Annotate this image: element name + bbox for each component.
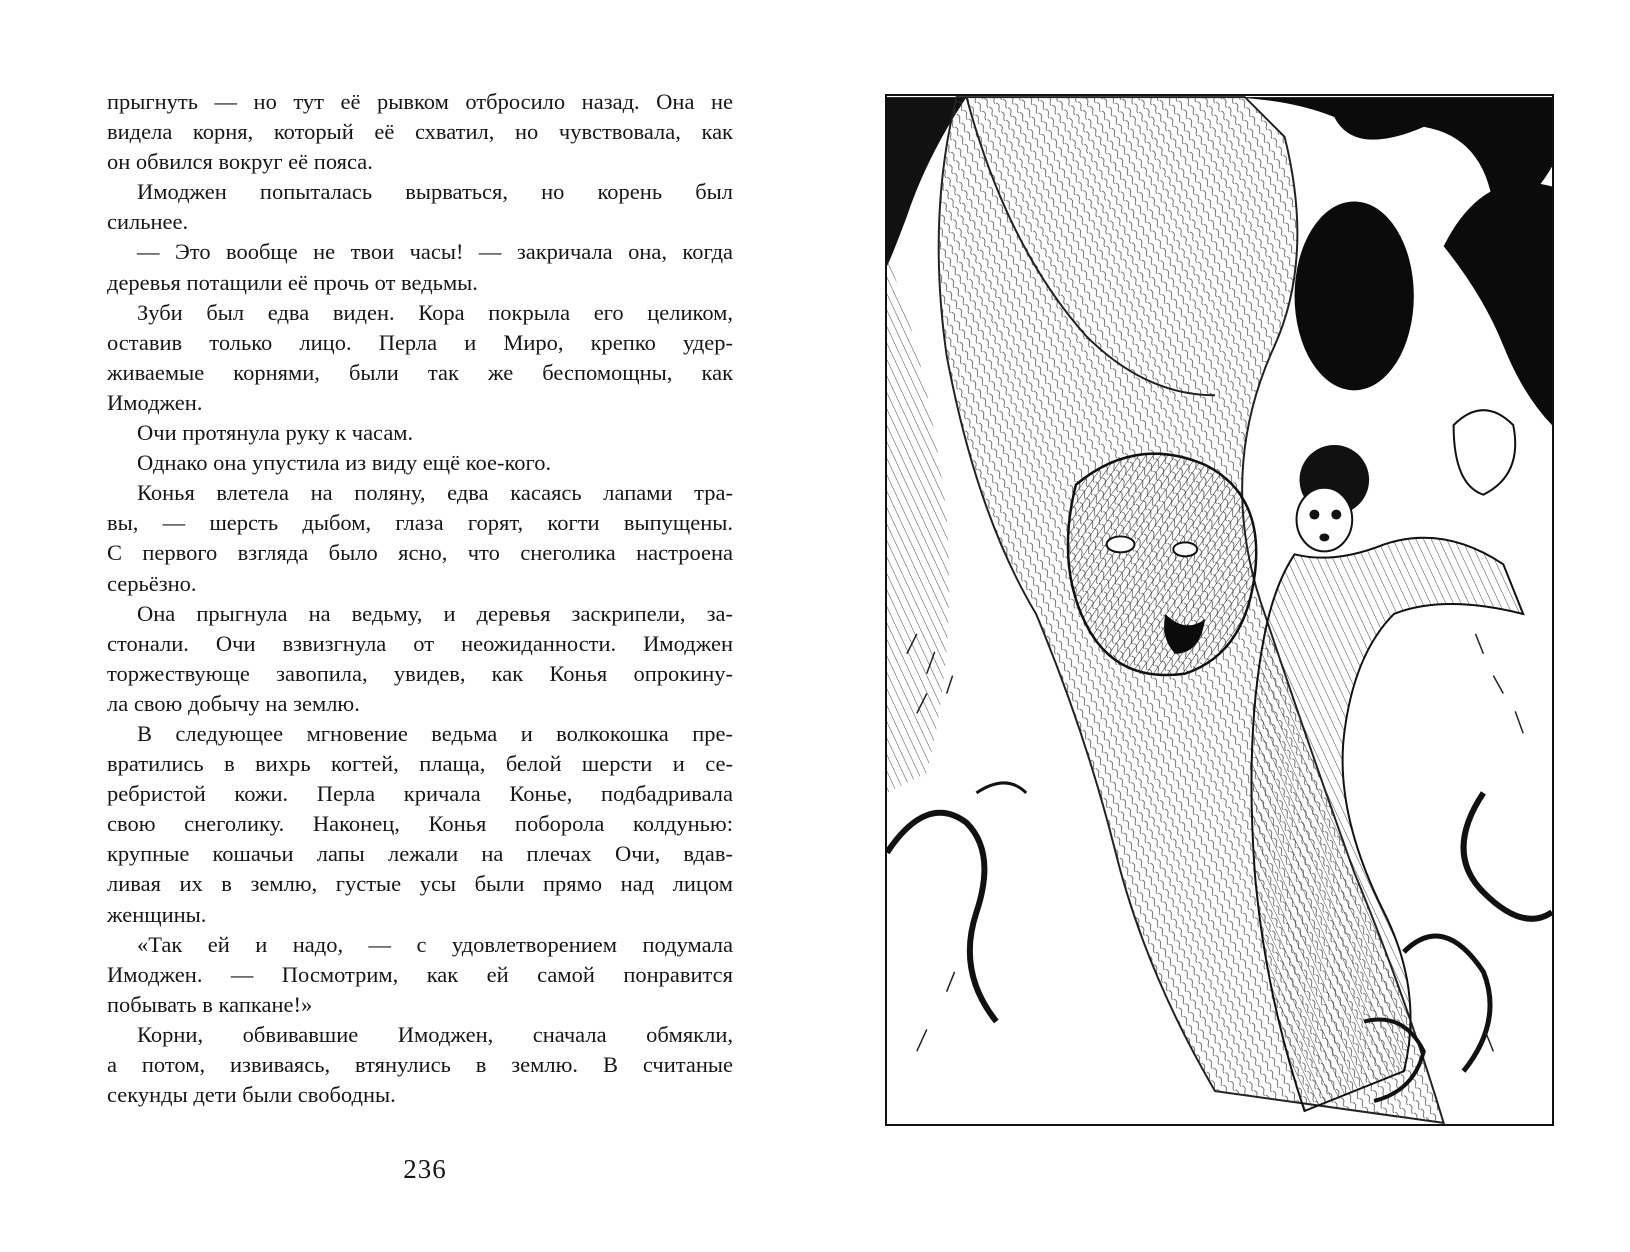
text-line: Зуби был едва виден. Кора покрыла его целиком, <box>137 299 733 325</box>
text-line: Однако она упустила из виду ещё кое-кого. <box>137 450 552 476</box>
text-line: видела корня, который её схватил, но чувствовала, как <box>107 119 733 145</box>
text-line: деревья потащили её прочь от ведьмы. <box>107 269 478 295</box>
text-line: — Это вообще не твои часы! — закричала она, когда <box>137 239 733 265</box>
text-line: вратились в вихрь когтей, плаща, белой шерсти и се- <box>107 751 733 777</box>
text-line: свою снеголику. Наконец, Конья поборола колдунью: <box>107 811 733 837</box>
text-line: побывать в капкане!» <box>107 991 313 1017</box>
text-line: Имоджен. <box>107 389 203 415</box>
illustration-cat-witch-fight <box>885 94 1554 1126</box>
text-line: оставив только лицо. Перла и Миро, крепко удер- <box>107 329 733 355</box>
text-line: вы, — шерсть дыбом, глаза горят, когти выпущены. <box>107 510 733 536</box>
text-line: Очи протянула руку к часам. <box>137 420 414 446</box>
body-text <box>107 87 733 1110</box>
text-line: ла свою добычу на землю. <box>107 690 360 716</box>
page-number: 236 <box>403 1154 447 1184</box>
text-line: крупные кошачьи лапы лежали на плечах Очи, вдав- <box>107 841 733 867</box>
text-line: сильнее. <box>107 209 189 235</box>
text-line: В следующее мгновение ведьма и волкокошка пре- <box>137 720 733 746</box>
text-line: ливая их в землю, густые усы были прямо над лицом <box>107 871 733 897</box>
text-line: женщины. <box>107 901 207 927</box>
text-line: он обвился вокруг её пояса. <box>107 149 373 175</box>
text-line: серьёзно. <box>107 570 197 596</box>
text-line: живаемые корнями, были так же беспомощны, как <box>107 359 733 385</box>
text-line: Имоджен попыталась вырваться, но корень был <box>137 179 733 205</box>
text-line: «Так ей и надо, — с удовлетворением подумала <box>137 931 733 957</box>
text-line: прыгнуть — но тут её рывком отбросило назад. Она не <box>107 89 733 114</box>
text-line: ребристой кожи. Перла кричала Конье, подбадривала <box>107 781 733 807</box>
text-line: а потом, извиваясь, втянулись в землю. В считаные <box>107 1052 733 1077</box>
text-line: Она прыгнула на ведьму, и деревья заскрипели, за- <box>137 600 733 626</box>
text-line: С первого взгляда было ясно, что снеголика настроена <box>107 540 733 566</box>
illustration-drawing <box>887 96 1552 1124</box>
right-page <box>815 0 1630 1252</box>
text-line: Конья влетела на поляну, едва касаясь лапами тра- <box>137 480 733 506</box>
text-line: стонали. Очи взвизгнула от неожиданности. Имоджен <box>107 630 733 656</box>
text-line: Имоджен. — Посмотрим, как ей самой понравится <box>107 961 733 987</box>
text-line: Корни, обвивавшие Имоджен, сначала обмякли, <box>137 1021 733 1047</box>
text-line: торжествующе завопила, увидев, как Конья опрокину- <box>107 660 733 686</box>
text-line: секунды дети были свободны. <box>107 1082 396 1108</box>
